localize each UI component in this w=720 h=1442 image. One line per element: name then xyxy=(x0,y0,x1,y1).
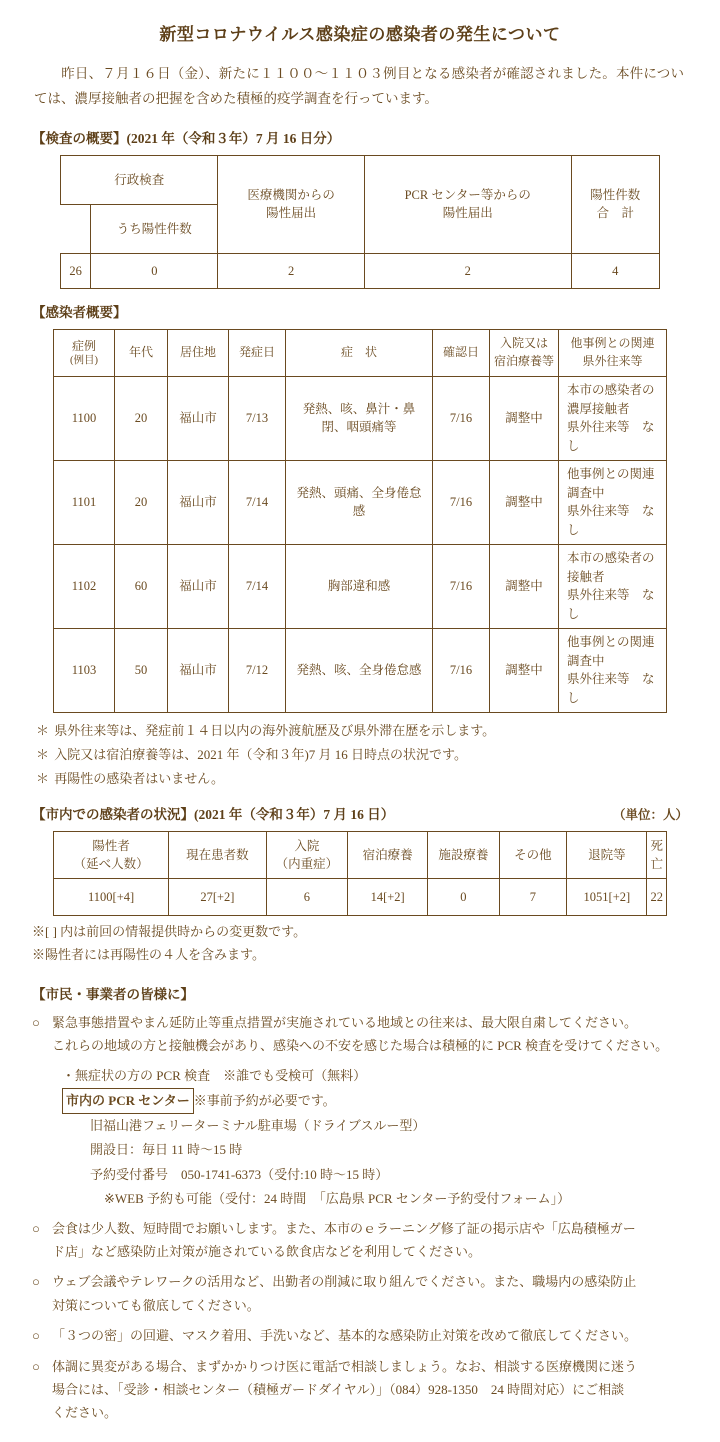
list-item-line: 場合には、「受診・相談センター（積極ガードダイヤル）」（084）928-1350 24 時間対応）にご相談 xyxy=(52,1381,625,1397)
th-blank xyxy=(61,204,91,253)
cell-lodging-care: 14[+2] xyxy=(348,878,428,915)
cell-onset-date: 7/14 xyxy=(229,544,286,628)
cell-hospitalization: 調整中 xyxy=(490,460,559,544)
cell-symptoms-line1: 発熱、頭痛、全身倦怠 xyxy=(296,486,422,501)
cell-case-no: 1100 xyxy=(54,376,115,460)
list-item xyxy=(32,1355,694,1425)
lead-paragraph xyxy=(34,62,684,111)
cell-symptoms xyxy=(286,376,433,460)
cell-relation-line1: 本市の感染者の接触者 xyxy=(567,550,655,584)
city-status-table xyxy=(53,831,667,916)
cell-case-no: 1103 xyxy=(54,628,115,712)
bullet-marker: ○ xyxy=(32,1014,40,1030)
th-hospitalization-line1: 入院又は xyxy=(499,336,548,351)
page-title: 新型コロナウイルス感染症の感染者の発生について xyxy=(159,25,561,44)
unit-label: （単位：人） xyxy=(612,808,688,823)
cell-hospitalization: 調整中 xyxy=(490,628,559,712)
cell-pcr-center-report: 2 xyxy=(364,253,571,288)
pcr-center-label-row xyxy=(62,1088,694,1114)
bullet-marker: ○ xyxy=(32,1274,40,1290)
list-item-body xyxy=(52,1324,694,1347)
th-relation-line2: 県外往来等 xyxy=(582,353,643,368)
cell-medical-report: 2 xyxy=(218,253,365,288)
cell-relation xyxy=(559,628,667,712)
cell-age: 20 xyxy=(115,460,168,544)
section-heading-citizen-message: 【市民・事業者の皆様に】 xyxy=(32,986,194,1002)
list-item-line: 会食は少人数、短時間でお願いします。また、本市のｅラーニング修了証の掲示店や「広島積極ガー xyxy=(52,1220,636,1236)
table-header-row xyxy=(54,329,667,376)
cell-other: 7 xyxy=(499,878,567,915)
list-item-body xyxy=(52,1355,694,1425)
cell-age: 60 xyxy=(115,544,168,628)
th-onset-date: 発症日 xyxy=(229,329,286,376)
cell-symptoms-line2: 感 xyxy=(352,504,366,519)
th-pcr-center-line2: 陽性届出 xyxy=(442,206,493,221)
lead-text: 昨日、７月１６日（金）、新たに１１００～１１０３例目となる感染者が確認されました。本件については、濃厚接触者の把握を含めた積極的疫学調査を行っています。 xyxy=(34,66,684,106)
list-item-body xyxy=(52,1011,694,1058)
cell-symptoms: 発熱、咳、全身倦怠感 xyxy=(286,628,433,712)
th-admitted-line2: （内重症） xyxy=(275,856,339,871)
cell-relation-line1: 他事例との関連 調査中 xyxy=(567,466,668,500)
note-text: 再陽性の感染者はいません。 xyxy=(54,770,224,786)
th-facility-care: 施設療養 xyxy=(428,831,500,878)
cell-of-which-positive: 0 xyxy=(91,253,218,288)
list-item-body xyxy=(52,1217,694,1264)
th-positive-total xyxy=(571,155,659,253)
table-row xyxy=(54,460,667,544)
th-positive-persons-line1: 陽性者 xyxy=(92,838,130,853)
pcr-center-location: 旧福山港フェリーターミナル駐車場（ドライブスルー型） xyxy=(90,1118,426,1134)
cell-relation-line1: 本市の感染者の濃厚接触者 xyxy=(567,382,655,416)
th-pcr-center-report xyxy=(364,155,571,253)
th-case-no xyxy=(54,329,115,376)
bullet-marker: ○ xyxy=(32,1358,40,1374)
cell-relation-line2: 県外往来等 なし xyxy=(567,504,655,538)
cell-relation-line2: 県外往来等 なし xyxy=(567,420,655,454)
cell-confirm-date: 7/16 xyxy=(433,628,490,712)
th-admitted-line1: 入院 xyxy=(294,838,320,853)
th-positive-persons-line2: （延べ人数） xyxy=(73,856,149,871)
cell-case-no: 1102 xyxy=(54,544,115,628)
case-overview-table xyxy=(53,329,667,713)
list-item-body xyxy=(52,1270,694,1317)
list-item-line: ウェブ会議やテレワークの活用など、出勤者の削減に取り組んでください。また、職場内の感染防止 xyxy=(52,1274,637,1290)
list-item-line: 体調に異変がある場合、まずかかりつけ医に電話で相談しましょう。なお、相談する医療機関に迷う xyxy=(52,1358,638,1374)
cell-residence: 福山市 xyxy=(168,544,229,628)
cell-residence: 福山市 xyxy=(168,376,229,460)
table-row xyxy=(54,628,667,712)
bullet-marker: ○ xyxy=(32,1220,40,1236)
cell-facility-care: 0 xyxy=(428,878,500,915)
case-overview-notes xyxy=(36,719,694,791)
list-item xyxy=(32,1324,694,1347)
cell-relation xyxy=(559,376,667,460)
list-item-line: ください。 xyxy=(52,1405,118,1421)
pcr-center-boxed-label: 市内の PCR センター xyxy=(62,1088,194,1114)
cell-confirm-date: 7/16 xyxy=(433,544,490,628)
cell-onset-date: 7/13 xyxy=(229,376,286,460)
th-of-which-positive: うち陽性件数 xyxy=(91,204,218,253)
th-medical-report-line2: 陽性届出 xyxy=(266,206,317,221)
note-item: ＊ 入院又は宿泊療養等は、2021 年（令和３年)7 月 16 日時点の状況です。 xyxy=(36,746,467,762)
list-item-line: これらの地域の方と接触機会があり、感染への不安を感じた場合は積極的に PCR 検査を受けてください。 xyxy=(52,1037,669,1053)
cell-symptoms: 胸部違和感 xyxy=(286,544,433,628)
list-item-line: 対策についても徹底してください。 xyxy=(52,1297,260,1313)
cell-residence: 福山市 xyxy=(168,460,229,544)
table-row xyxy=(61,253,660,288)
th-age: 年代 xyxy=(115,329,168,376)
cell-onset-date: 7/14 xyxy=(229,460,286,544)
section-heading-city-status: 【市内での感染者の状況】(2021 年（令和３年）7 月 16 日） xyxy=(32,806,395,822)
pcr-center-block xyxy=(62,1064,694,1210)
th-admin-test: 行政検査 xyxy=(61,155,218,204)
cell-admin-test-count: 26 xyxy=(61,253,91,288)
note-text: 県外往来等は、発症前１４日以内の海外渡航歴及び県外滞在歴を示します。 xyxy=(54,722,496,738)
pcr-asymptomatic-line: ・無症状の方の PCR 検査 ※誰でも受検可（無料） xyxy=(62,1068,367,1084)
cell-case-no: 1101 xyxy=(54,460,115,544)
section-heading-test-summary: 【検査の概要】(2021 年（令和３年）7 月 16 日分） xyxy=(32,130,341,146)
section-heading-city-status-row xyxy=(32,805,688,826)
note-item: ＊ 再陽性の感染者はいません。 xyxy=(36,770,224,786)
cell-confirm-date: 7/16 xyxy=(433,460,490,544)
cell-admitted: 6 xyxy=(266,878,348,915)
table-header-row xyxy=(54,831,667,878)
bullet-marker: ○ xyxy=(32,1328,40,1344)
cell-hospitalization: 調整中 xyxy=(490,544,559,628)
cell-relation xyxy=(559,460,667,544)
section-heading-case-overview: 【感染者概要】 xyxy=(32,304,127,320)
note-item: ※陽性者には再陽性の４人を含みます。 xyxy=(32,947,265,963)
table-row xyxy=(54,544,667,628)
th-positive-persons xyxy=(54,831,169,878)
th-discharged: 退院等 xyxy=(567,831,647,878)
th-confirm-date: 確認日 xyxy=(433,329,490,376)
note-item: ＊ 県外往来等は、発症前１４日以内の海外渡航歴及び県外滞在歴を示します。 xyxy=(36,722,496,738)
th-deaths: 死亡 xyxy=(647,831,667,878)
th-current-patients: 現在患者数 xyxy=(169,831,266,878)
th-relation-line1: 他事例との関連 xyxy=(570,336,655,351)
th-admitted xyxy=(266,831,348,878)
cell-relation xyxy=(559,544,667,628)
th-lodging-care: 宿泊療養 xyxy=(348,831,428,878)
cell-age: 20 xyxy=(115,376,168,460)
th-residence: 居住地 xyxy=(168,329,229,376)
th-medical-report-line1: 医療機関からの xyxy=(247,188,335,203)
cell-age: 50 xyxy=(115,628,168,712)
list-item-line: 「３つの密」の回避、マスク着用、手洗いなど、基本的な感染防止対策を改めて徹底してください。 xyxy=(52,1328,638,1344)
cell-symptoms xyxy=(286,460,433,544)
citizen-message-list xyxy=(32,1011,694,1425)
cell-deaths: 22 xyxy=(647,878,667,915)
table-row xyxy=(54,878,667,915)
th-positive-total-line1: 陽性件数 xyxy=(590,188,641,203)
cell-relation-line2: 県外往来等 なし xyxy=(567,588,655,622)
cell-relation-line1: 他事例との関連 調査中 xyxy=(567,634,668,668)
pcr-center-web-reservation: ※WEB 予約も可能（受付：24 時間 「広島県 PCR センター予約受付フォーム」） xyxy=(104,1190,571,1206)
test-summary-table xyxy=(60,155,660,289)
list-item xyxy=(32,1011,694,1058)
th-hospitalization-line2: 宿泊療養等 xyxy=(493,353,554,368)
cell-onset-date: 7/12 xyxy=(229,628,286,712)
cell-positive-total: 4 xyxy=(571,253,659,288)
list-item-line: ド店」など感染防止対策が施されている飲食店などを利用してください。 xyxy=(52,1244,482,1259)
note-text: 入院又は宿泊療養等は、2021 年（令和３年)7 月 16 日時点の状況です。 xyxy=(54,746,467,762)
list-item xyxy=(32,1270,694,1317)
pcr-center-reservation-note: ※事前予約が必要です。 xyxy=(193,1093,336,1109)
cell-relation-line2: 県外往来等 なし xyxy=(567,672,655,706)
th-case-no-line1: 症例 xyxy=(71,338,96,353)
table-header-row xyxy=(61,155,660,204)
list-item-line: 緊急事態措置やまん延防止等重点措置が実施されている地域との往来は、最大限自粛してください。 xyxy=(52,1014,638,1030)
cell-confirm-date: 7/16 xyxy=(433,376,490,460)
pcr-center-phone: 予約受付番号 050-1741-6373（受付:10 時～15 時） xyxy=(90,1166,389,1182)
th-hospitalization xyxy=(490,329,559,376)
th-relation xyxy=(559,329,667,376)
th-positive-total-line2: 合 計 xyxy=(596,206,635,221)
cell-hospitalization: 調整中 xyxy=(490,376,559,460)
pcr-center-hours: 開設日：毎日 11 時～15 時 xyxy=(90,1142,243,1158)
th-other: その他 xyxy=(499,831,567,878)
cell-symptoms-line1: 発熱、咳、鼻汁・鼻 xyxy=(302,402,416,417)
th-case-no-line2: (例目) xyxy=(70,355,98,367)
cell-symptoms-line2: 閉、咽頭痛等 xyxy=(321,420,397,435)
note-item: ※[ ] 内は前回の情報提供時からの変更数です。 xyxy=(32,923,307,939)
cell-current-patients: 27[+2] xyxy=(169,878,266,915)
list-item xyxy=(32,1217,694,1264)
cell-discharged: 1051[+2] xyxy=(567,878,647,915)
th-pcr-center-line1: PCR センター等からの xyxy=(404,188,531,203)
city-status-notes xyxy=(32,920,694,967)
cell-positive-persons: 1100[+4] xyxy=(54,878,169,915)
table-row xyxy=(54,376,667,460)
cell-residence: 福山市 xyxy=(168,628,229,712)
th-medical-report xyxy=(218,155,365,253)
th-symptoms: 症 状 xyxy=(286,329,433,376)
